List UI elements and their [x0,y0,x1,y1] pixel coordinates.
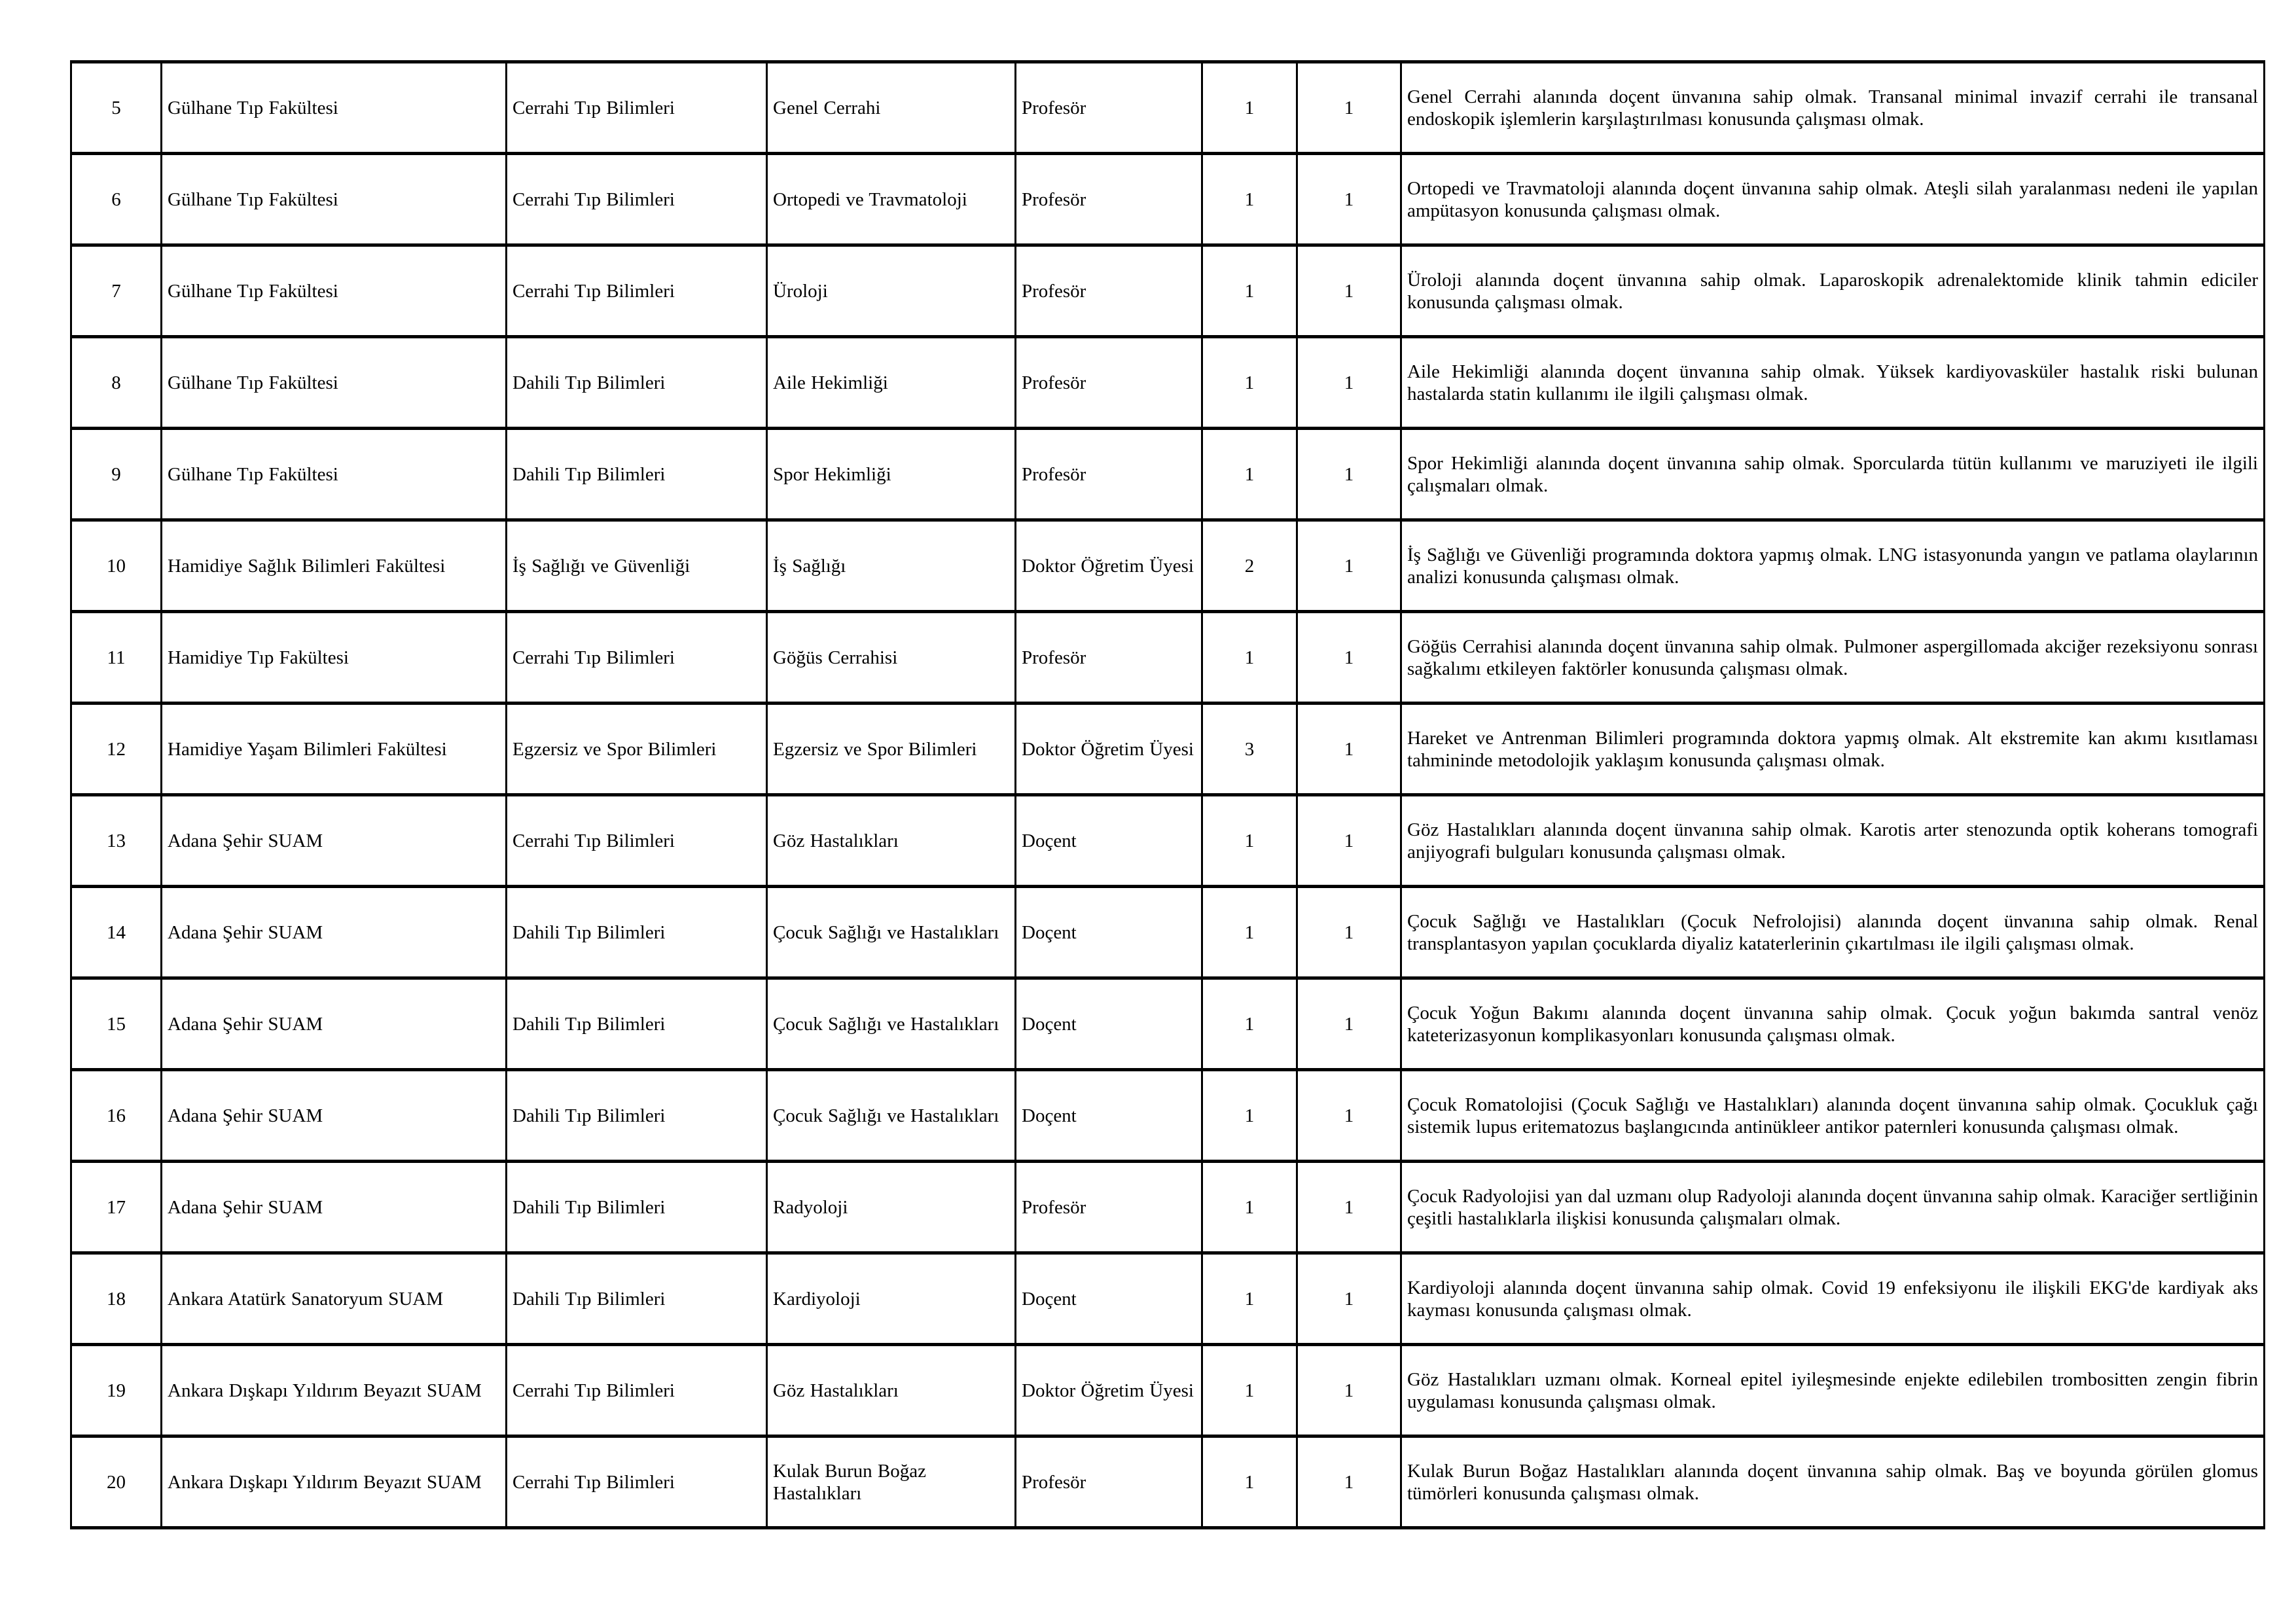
quota-cell: 1 [1202,612,1297,704]
quota-cell: 1 [1202,429,1297,520]
field-cell: Ortopedi ve Travmatoloji [767,154,1016,245]
table-row [71,154,2265,245]
count-cell: 1 [1297,1070,1401,1162]
field-cell: İş Sağlığı [767,520,1016,612]
quota-cell: 3 [1202,704,1297,795]
title-cell: Doçent [1016,887,1202,978]
quota-cell: 2 [1202,520,1297,612]
department-cell: Dahili Tıp Bilimleri [507,1070,767,1162]
description-cell: Çocuk Romatolojisi (Çocuk Sağlığı ve Hastalıkları) alanında doçent ünvanına sahip olmak. Çocukluk çağı sistemik lupus eritematozus başlangıcında antinükleer antikor paternleri konusunda çalışması olmak. [1401,1070,2265,1162]
table-row [71,62,2265,154]
faculty-cell: Adana Şehir SUAM [162,978,507,1070]
count-cell: 1 [1297,795,1401,887]
description-cell: İş Sağlığı ve Güvenliği programında doktora yapmış olmak. LNG istasyonunda yangın ve patlama olaylarının analizi konusunda çalışması olmak. [1401,520,2265,612]
table-row [71,520,2265,612]
description-cell: Göğüs Cerrahisi alanında doçent ünvanına sahip olmak. Pulmoner aspergillomada akciğer rezeksiyonu sonrası sağkalımı etkileyen faktörler konusunda çalışması olmak. [1401,612,2265,704]
quota-cell: 1 [1202,795,1297,887]
row-number-cell: 17 [71,1162,162,1253]
quota-cell: 1 [1202,245,1297,337]
field-cell: Radyoloji [767,1162,1016,1253]
field-cell: Göz Hastalıkları [767,795,1016,887]
title-cell: Profesör [1016,1436,1202,1528]
field-cell: Göğüs Cerrahisi [767,612,1016,704]
quota-cell: 1 [1202,1253,1297,1345]
description-cell: Kardiyoloji alanında doçent ünvanına sahip olmak. Covid 19 enfeksiyonu ile ilişkili EKG'de kardiyak aks kayması konusunda çalışması olmak. [1401,1253,2265,1345]
title-cell: Profesör [1016,154,1202,245]
table-row [71,1253,2265,1345]
table-body [71,62,2265,1528]
count-cell: 1 [1297,978,1401,1070]
title-cell: Doçent [1016,978,1202,1070]
count-cell: 1 [1297,1253,1401,1345]
row-number-cell: 12 [71,704,162,795]
row-number-cell: 5 [71,62,162,154]
field-cell: Çocuk Sağlığı ve Hastalıkları [767,978,1016,1070]
description-cell: Üroloji alanında doçent ünvanına sahip olmak. Laparoskopik adrenalektomide klinik tahmin ediciler konusunda çalışması olmak. [1401,245,2265,337]
title-cell: Profesör [1016,429,1202,520]
count-cell: 1 [1297,887,1401,978]
quota-cell: 1 [1202,154,1297,245]
row-number-cell: 7 [71,245,162,337]
row-number-cell: 11 [71,612,162,704]
count-cell: 1 [1297,1345,1401,1436]
row-number-cell: 8 [71,337,162,429]
description-cell: Çocuk Yoğun Bakımı alanında doçent ünvanına sahip olmak. Çocuk yoğun bakımda santral venöz kateterizasyonun komplikasyonları konusunda çalışması olmak. [1401,978,2265,1070]
title-cell: Doçent [1016,795,1202,887]
faculty-cell: Gülhane Tıp Fakültesi [162,429,507,520]
field-cell: Spor Hekimliği [767,429,1016,520]
table-row [71,704,2265,795]
faculty-cell: Adana Şehir SUAM [162,1162,507,1253]
faculty-cell: Gülhane Tıp Fakültesi [162,62,507,154]
row-number-cell: 19 [71,1345,162,1436]
title-cell: Doktor Öğretim Üyesi [1016,520,1202,612]
table-row [71,245,2265,337]
row-number-cell: 13 [71,795,162,887]
quota-cell: 1 [1202,337,1297,429]
description-cell: Çocuk Radyolojisi yan dal uzmanı olup Radyoloji alanında doçent ünvanına sahip olmak. Karaciğer sertliğinin çeşitli hastalıklarla ilişkisi konusunda çalışmaları olmak. [1401,1162,2265,1253]
description-cell: Spor Hekimliği alanında doçent ünvanına sahip olmak. Sporcularda tütün kullanımı ve maruziyeti ile ilgili çalışmaları olmak. [1401,429,2265,520]
quota-cell: 1 [1202,1162,1297,1253]
description-cell: Genel Cerrahi alanında doçent ünvanına sahip olmak. Transanal minimal invazif cerrahi ile transanal endoskopik işlemlerin karşılaştırılması konusunda çalışması olmak. [1401,62,2265,154]
title-cell: Profesör [1016,62,1202,154]
count-cell: 1 [1297,245,1401,337]
department-cell: Cerrahi Tıp Bilimleri [507,1345,767,1436]
title-cell: Doçent [1016,1070,1202,1162]
table-row [71,612,2265,704]
field-cell: Aile Hekimliği [767,337,1016,429]
faculty-cell: Ankara Atatürk Sanatoryum SUAM [162,1253,507,1345]
department-cell: Cerrahi Tıp Bilimleri [507,612,767,704]
quota-cell: 1 [1202,978,1297,1070]
title-cell: Doçent [1016,1253,1202,1345]
count-cell: 1 [1297,337,1401,429]
field-cell: Genel Cerrahi [767,62,1016,154]
department-cell: Dahili Tıp Bilimleri [507,978,767,1070]
field-cell: Egzersiz ve Spor Bilimleri [767,704,1016,795]
row-number-cell: 14 [71,887,162,978]
quota-cell: 1 [1202,887,1297,978]
faculty-cell: Ankara Dışkapı Yıldırım Beyazıt SUAM [162,1345,507,1436]
department-cell: Cerrahi Tıp Bilimleri [507,1436,767,1528]
row-number-cell: 15 [71,978,162,1070]
department-cell: Dahili Tıp Bilimleri [507,1162,767,1253]
row-number-cell: 16 [71,1070,162,1162]
faculty-cell: Ankara Dışkapı Yıldırım Beyazıt SUAM [162,1436,507,1528]
count-cell: 1 [1297,1162,1401,1253]
department-cell: Egzersiz ve Spor Bilimleri [507,704,767,795]
department-cell: İş Sağlığı ve Güvenliği [507,520,767,612]
faculty-cell: Gülhane Tıp Fakültesi [162,154,507,245]
count-cell: 1 [1297,612,1401,704]
title-cell: Profesör [1016,1162,1202,1253]
department-cell: Dahili Tıp Bilimleri [507,887,767,978]
count-cell: 1 [1297,1436,1401,1528]
count-cell: 1 [1297,429,1401,520]
row-number-cell: 20 [71,1436,162,1528]
description-cell: Göz Hastalıkları uzmanı olmak. Korneal epitel iyileşmesinde enjekte edilebilen trombositten zengin fibrin uygulaması konusunda çalışması olmak. [1401,1345,2265,1436]
row-number-cell: 10 [71,520,162,612]
title-cell: Doktor Öğretim Üyesi [1016,1345,1202,1436]
description-cell: Ortopedi ve Travmatoloji alanında doçent ünvanına sahip olmak. Ateşli silah yaralanması nedeni ile yapılan ampütasyon konusunda çalışması olmak. [1401,154,2265,245]
faculty-cell: Hamidiye Sağlık Bilimleri Fakültesi [162,520,507,612]
quota-cell: 1 [1202,1436,1297,1528]
faculty-cell: Adana Şehir SUAM [162,1070,507,1162]
department-cell: Dahili Tıp Bilimleri [507,337,767,429]
table-row [71,978,2265,1070]
title-cell: Profesör [1016,612,1202,704]
table-row [71,887,2265,978]
row-number-cell: 18 [71,1253,162,1345]
row-number-cell: 6 [71,154,162,245]
faculty-cell: Adana Şehir SUAM [162,887,507,978]
title-cell: Profesör [1016,337,1202,429]
description-cell: Hareket ve Antrenman Bilimleri programında doktora yapmış olmak. Alt ekstremite kan akımı kısıtlaması tahmininde metodolojik yaklaşım konusunda çalışması olmak. [1401,704,2265,795]
title-cell: Doktor Öğretim Üyesi [1016,704,1202,795]
title-cell: Profesör [1016,245,1202,337]
department-cell: Dahili Tıp Bilimleri [507,1253,767,1345]
field-cell: Üroloji [767,245,1016,337]
faculty-cell: Gülhane Tıp Fakültesi [162,337,507,429]
count-cell: 1 [1297,62,1401,154]
field-cell: Kulak Burun Boğaz Hastalıkları [767,1436,1016,1528]
faculty-cell: Adana Şehir SUAM [162,795,507,887]
table-row [71,795,2265,887]
department-cell: Dahili Tıp Bilimleri [507,429,767,520]
table-row [71,429,2265,520]
table-row [71,1162,2265,1253]
department-cell: Cerrahi Tıp Bilimleri [507,62,767,154]
faculty-cell: Hamidiye Yaşam Bilimleri Fakültesi [162,704,507,795]
description-cell: Göz Hastalıkları alanında doçent ünvanına sahip olmak. Karotis arter stenozunda optik koherans tomografi anjiyografi bulguları konusunda çalışması olmak. [1401,795,2265,887]
field-cell: Göz Hastalıkları [767,1345,1016,1436]
row-number-cell: 9 [71,429,162,520]
faculty-cell: Hamidiye Tıp Fakültesi [162,612,507,704]
field-cell: Çocuk Sağlığı ve Hastalıkları [767,887,1016,978]
count-cell: 1 [1297,704,1401,795]
quota-cell: 1 [1202,62,1297,154]
count-cell: 1 [1297,520,1401,612]
table-row [71,1345,2265,1436]
department-cell: Cerrahi Tıp Bilimleri [507,154,767,245]
department-cell: Cerrahi Tıp Bilimleri [507,245,767,337]
description-cell: Aile Hekimliği alanında doçent ünvanına sahip olmak. Yüksek kardiyovasküler hastalık riski bulunan hastalarda statin kullanımı ile ilgili çalışması olmak. [1401,337,2265,429]
table-row [71,1436,2265,1528]
quota-cell: 1 [1202,1070,1297,1162]
count-cell: 1 [1297,154,1401,245]
quota-cell: 1 [1202,1345,1297,1436]
faculty-cell: Gülhane Tıp Fakültesi [162,245,507,337]
description-cell: Kulak Burun Boğaz Hastalıkları alanında doçent ünvanına sahip olmak. Baş ve boyunda görülen glomus tümörleri konusunda çalışması olmak. [1401,1436,2265,1528]
field-cell: Çocuk Sağlığı ve Hastalıkları [767,1070,1016,1162]
description-cell: Çocuk Sağlığı ve Hastalıkları (Çocuk Nefrolojisi) alanında doçent ünvanına sahip olmak. Renal transplantasyon yapılan çocuklarda diyaliz kataterlerinin çıkartılması ile ilgili çalışması olmak. [1401,887,2265,978]
table-row [71,1070,2265,1162]
table-row [71,337,2265,429]
field-cell: Kardiyoloji [767,1253,1016,1345]
academic-positions-table [70,60,2265,1529]
department-cell: Cerrahi Tıp Bilimleri [507,795,767,887]
